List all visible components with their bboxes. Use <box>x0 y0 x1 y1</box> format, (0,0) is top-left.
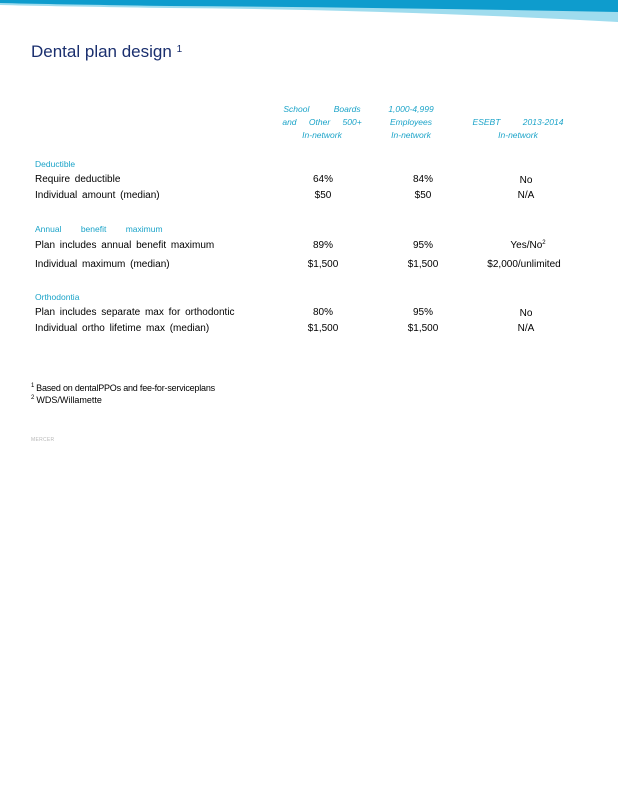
column-header-line: ESEBT 2013-2014 <box>472 117 564 127</box>
row-label: Individual maximum (median) <box>35 259 170 270</box>
table-cell: $2,000/unlimited <box>487 259 561 270</box>
column-header-line: In-network <box>302 130 342 140</box>
table-cell: No <box>519 308 533 319</box>
table-cell-value: Yes/No <box>510 240 543 251</box>
page-title <box>31 42 182 62</box>
column-header-line: School Boards <box>283 104 361 114</box>
column-header-esebt <box>466 116 570 142</box>
column-header-school-boards <box>262 103 382 142</box>
footnote <box>31 395 102 405</box>
column-header-employees <box>370 103 452 142</box>
brand-mark: MERCER <box>31 437 55 443</box>
footnote-number: 1 <box>31 383 35 389</box>
section-heading-orthodontia: Orthodontia <box>35 292 80 302</box>
page-title-footnote-mark: 1 <box>176 44 183 55</box>
table-cell: $1,500 <box>307 323 339 334</box>
footnote-mark: 2 <box>542 240 546 246</box>
footnote <box>31 383 215 393</box>
table-cell: $1,500 <box>307 259 339 270</box>
footnote-text: Based on dentalPPOs and fee-for-serviceplans <box>36 383 215 393</box>
table-cell: 64% <box>312 174 334 185</box>
section-heading-deductible: Deductible <box>35 159 76 169</box>
section-heading-annual-benefit-maximum: Annual benefit maximum <box>35 224 163 234</box>
table-cell-with-note <box>510 240 545 251</box>
table-cell: 80% <box>312 307 334 318</box>
row-label: Individual amount (median) <box>35 190 160 201</box>
table-cell: 95% <box>412 307 434 318</box>
page-title-text: Dental plan design <box>31 42 172 61</box>
table-cell: N/A <box>517 190 535 201</box>
column-header-line: In-network <box>391 130 431 140</box>
table-cell: 84% <box>412 174 434 185</box>
footnote-text: WDS/Willamette <box>36 395 102 405</box>
table-cell: No <box>519 175 533 186</box>
table-cell: 89% <box>312 240 334 251</box>
row-label: Plan includes separate max for orthodontic <box>35 307 235 318</box>
header-wave-band <box>0 0 618 24</box>
column-header-line: 1,000-4,999 <box>388 104 434 114</box>
column-header-line: Employees <box>389 117 433 127</box>
column-header-line: In-network <box>498 130 538 140</box>
table-cell: $1,500 <box>407 259 439 270</box>
table-cell: 95% <box>412 240 434 251</box>
table-cell: $50 <box>414 190 432 201</box>
table-cell: $50 <box>314 190 332 201</box>
row-label: Individual ortho lifetime max (median) <box>35 323 210 334</box>
column-header-line: and Other 500+ <box>282 117 362 127</box>
footnote-number: 2 <box>31 395 35 401</box>
row-label: Plan includes annual benefit maximum <box>35 240 215 251</box>
row-label: Require deductible <box>35 174 121 185</box>
table-cell: N/A <box>517 323 535 334</box>
table-cell: $1,500 <box>407 323 439 334</box>
